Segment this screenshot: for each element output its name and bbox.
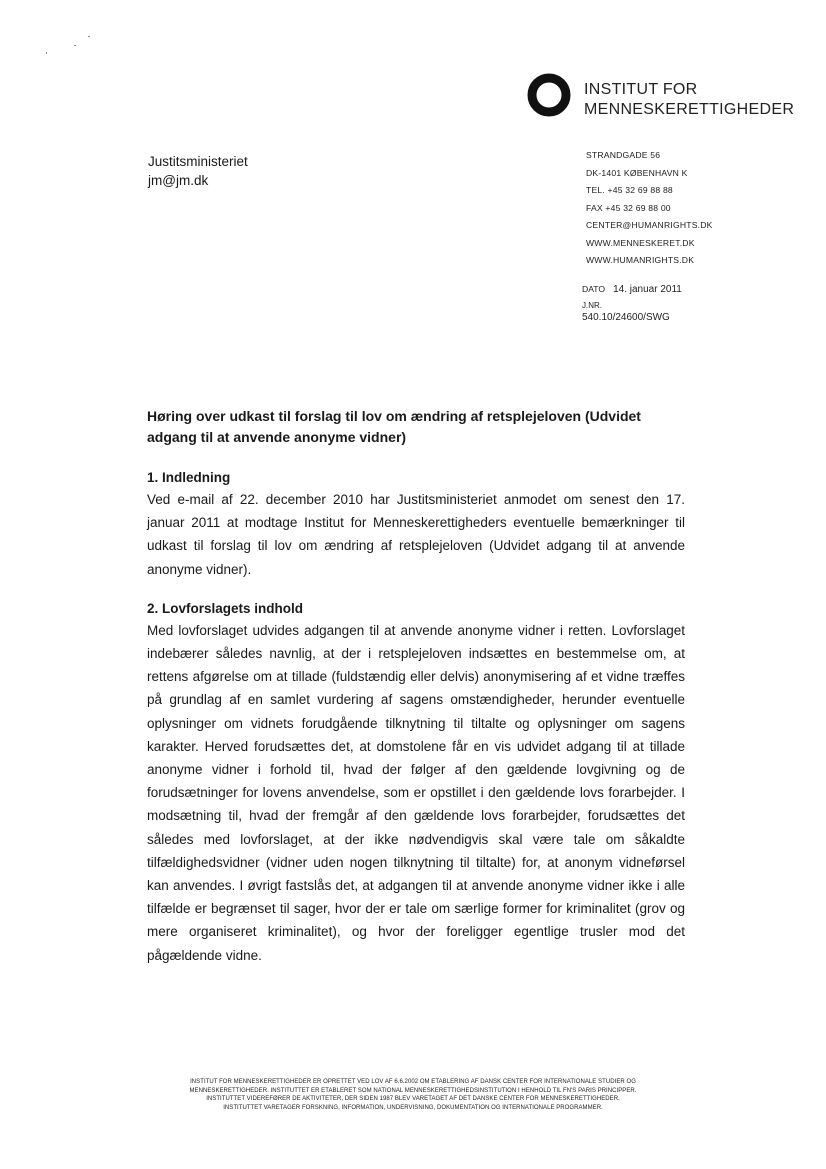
address-email: CENTER@HUMANRIGHTS.DK bbox=[586, 220, 713, 230]
address-city: DK-1401 KØBENHAVN K bbox=[586, 167, 688, 178]
letter-body bbox=[147, 406, 685, 967]
recipient-email: jm@jm.dk bbox=[148, 173, 209, 188]
address-phone: TEL. +45 32 69 88 88 bbox=[586, 185, 673, 195]
address-website-dk: WWW.MENNESKERET.DK bbox=[586, 237, 695, 248]
address-fax: FAX +45 32 69 88 00 bbox=[586, 202, 671, 213]
institution-name bbox=[584, 80, 794, 120]
jnr-value: 540.10/24600/SWG bbox=[582, 312, 670, 323]
jnr-label: J.NR. bbox=[582, 301, 602, 310]
date-label: DATO bbox=[582, 284, 606, 294]
section-heading: 1. Indledning bbox=[147, 470, 231, 485]
section-paragraph: Med lovforslaget udvides adgangen til at anvende anonyme vidner i retten. Lovforslaget indebærer således navnlig, at der i retsplejeloven indsættes en bestemmelse om, at rettens afgørelse om at tillade (fuldstændig eller delvis) anonymisering af et vidne træffes på grundlag af en samlet vurdering af sagens omstændigheder, herunder eventuelle oplysninger om vidnets forudgående tilknytning til tiltalte og oplysninger om sagens karakter. Herved forudsættes det, at domstolene får en vis udvidet adgang til at tillade anonyme vidner i forhold til, hvad der følger af den gældende lovgivning og de forudsætninger for lovens anvendelse, som er opstillet i den gældende lovs forarbejder. I modsætning til, hvad der fremgår af den gældende lovs forarbejder, forudsættes det således med lovforslaget, at der ikke nødvendigvis skal være tale om såkaldte tilfældighedsvidner (vidner uden nogen tilknytning til tiltalte) for, at anonym vidneførsel kan anvendes. I øvrigt fastslås det, at adgangen til at anvende anonyme vidner ikke i alle tilfælde er begrænset til sager, hvor der er tale om særlige former for kriminalitet (grov og mere organiseret kriminalitet), og hvor der foreligger egentlige trusler mod det pågældende vidne. bbox=[147, 622, 685, 963]
recipient-name: Justitsministeriet bbox=[148, 154, 248, 169]
footer-line: INSTITUT FOR MENNESKERETTIGHEDER ER OPRETTET VED LOV AF 6.6.2002 OM ETABLERING AF DANSK CENTER FOR INTERNATIONALE STUDIER OG bbox=[190, 1079, 636, 1085]
ring-logo-icon bbox=[526, 72, 572, 118]
letter-title: Høring over udkast til forslag til lov om ændring af retsplejeloven (Udvidet adgang til at anvende anonyme vidner) bbox=[147, 408, 641, 445]
footer-line: MENNESKERETTIGHEDER. INSTITUTTET ER ETABLERET SOM NATIONAL MENNESKERETTIGHEDSINSTITUTION I HENHOLD TIL FN'S PARIS PRINCIPPER. bbox=[189, 1087, 637, 1094]
section-paragraph: Ved e-mail af 22. december 2010 har Justitsministeriet anmodet om senest den 17. januar 2011 at modtage Institut for Menneskerettigheders eventuelle bemærkninger til udkast til forslag til lov om ændring af retsplejeloven (Udvidet adgang til at anvende anonyme vidner). bbox=[147, 492, 685, 577]
scan-speck bbox=[88, 36, 90, 37]
address-website-en: WWW.HUMANRIGHTS.DK bbox=[586, 255, 695, 265]
address-block bbox=[586, 147, 713, 270]
footer-note bbox=[150, 1078, 676, 1113]
date-value: 14. januar 2011 bbox=[613, 284, 682, 295]
meta-block bbox=[582, 283, 682, 324]
footer-line: INSTITUTTET VIDEREFØRER DE AKTIVITETER, DER SIDEN 1987 BLEV VARETAGET AF DET DANSKE CENTER FOR MENNESKERETTIGHEDER. bbox=[206, 1096, 620, 1103]
date-row bbox=[582, 283, 682, 296]
scan-speck bbox=[46, 52, 47, 54]
scan-speck bbox=[74, 45, 76, 46]
section-heading: 2. Lovforslagets indhold bbox=[147, 600, 304, 616]
recipient-block bbox=[148, 152, 248, 190]
institution-name-line2: MENNESKERETTIGHEDER bbox=[584, 101, 795, 118]
address-street: STRANDGADE 56 bbox=[586, 150, 661, 160]
footer-line: INSTITUTTET VARETAGER FORSKNING, INFORMATION, UNDERVISNING, DOKUMENTATION OG INTERNATIONALE PROGRAMMER. bbox=[223, 1105, 603, 1112]
institution-name-line1: INSTITUT FOR bbox=[584, 81, 698, 98]
